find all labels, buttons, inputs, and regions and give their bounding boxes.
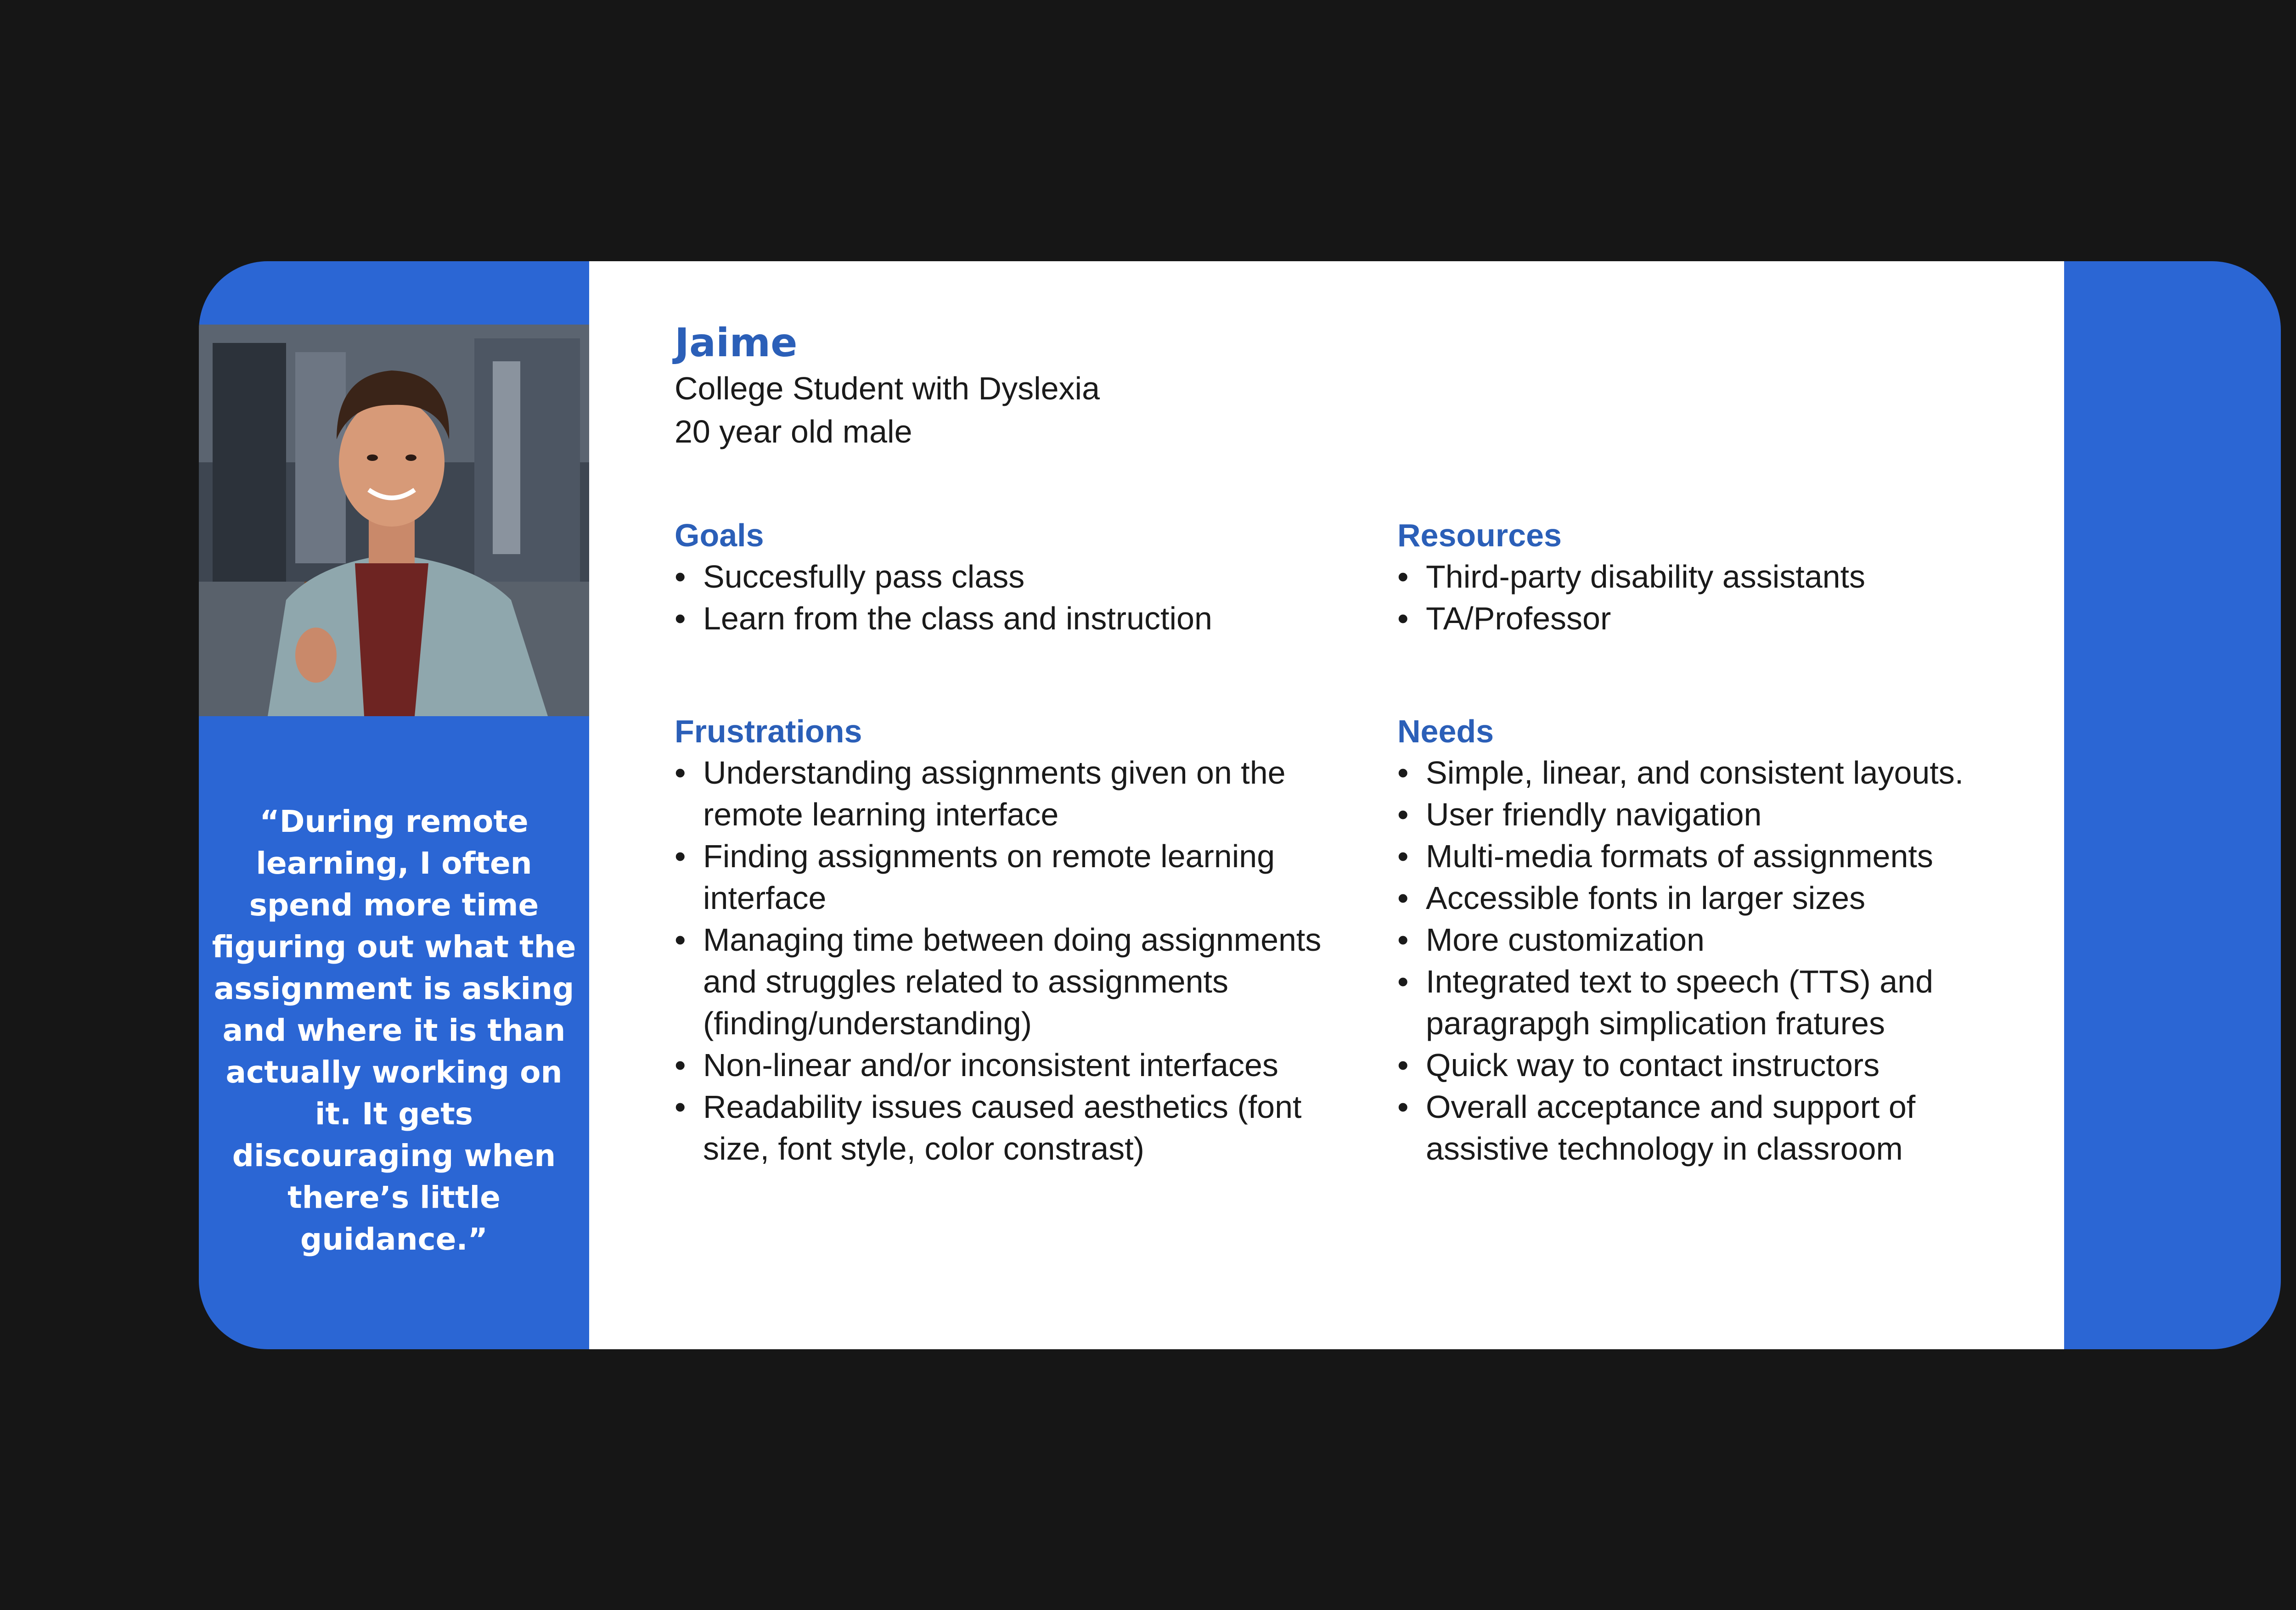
list-item: • Integrated text to speech (TTS) and paragrapgh simplication fratures	[1397, 961, 2040, 1044]
student-photo	[199, 325, 589, 716]
frustrations-heading: Frustrations	[675, 713, 862, 749]
persona-demographic: 20 year old male	[675, 414, 912, 449]
list-item: • Finding assignments on remote learning interface	[675, 836, 1340, 919]
list-item: • Simple, linear, and consistent layouts.	[1397, 752, 2040, 794]
list-item: • Succesfully pass class	[675, 556, 1340, 598]
list-item: • Understanding assignments given on the remote learning interface	[675, 752, 1340, 836]
goals-section	[675, 515, 1340, 640]
list-item: • Overall acceptance and support of assistive technology in classroom	[1397, 1086, 2040, 1170]
resources-heading: Resources	[1397, 517, 1562, 553]
list-item: • Learn from the class and instruction	[675, 598, 1340, 640]
list-item: • Accessible fonts in larger sizes	[1397, 877, 2040, 919]
list-item: • Managing time between doing assignments and struggles related to assignments (finding/understanding)	[675, 919, 1340, 1044]
persona-name: Jaime	[675, 320, 798, 366]
persona-subtitle	[675, 367, 1100, 453]
list-item: • Multi-media formats of assignments	[1397, 836, 2040, 877]
list-item: • Third-party disability assistants	[1397, 556, 2031, 598]
list-item: • Quick way to contact instructors	[1397, 1044, 2040, 1086]
needs-heading: Needs	[1397, 713, 1494, 749]
goals-heading: Goals	[675, 517, 764, 553]
persona-card	[199, 261, 2281, 1349]
list-item: • Non-linear and/or inconsistent interfaces	[675, 1044, 1340, 1086]
list-item: • More customization	[1397, 919, 2040, 961]
persona-role: College Student with Dyslexia	[675, 370, 1100, 406]
list-item: • Readability issues caused aesthetics (font size, font style, color constrast)	[675, 1086, 1340, 1170]
list-item: • User friendly navigation	[1397, 794, 2040, 836]
frustrations-section	[675, 711, 1340, 1170]
list-item: • TA/Professor	[1397, 598, 2031, 640]
resources-section	[1397, 515, 2031, 640]
needs-section	[1397, 711, 2040, 1170]
persona-quote: “During remote learning, I often spend more time figuring out what the assignment is asking and where it is than actually working on it. It gets discouraging when there’s little guidance.”	[212, 804, 576, 1257]
